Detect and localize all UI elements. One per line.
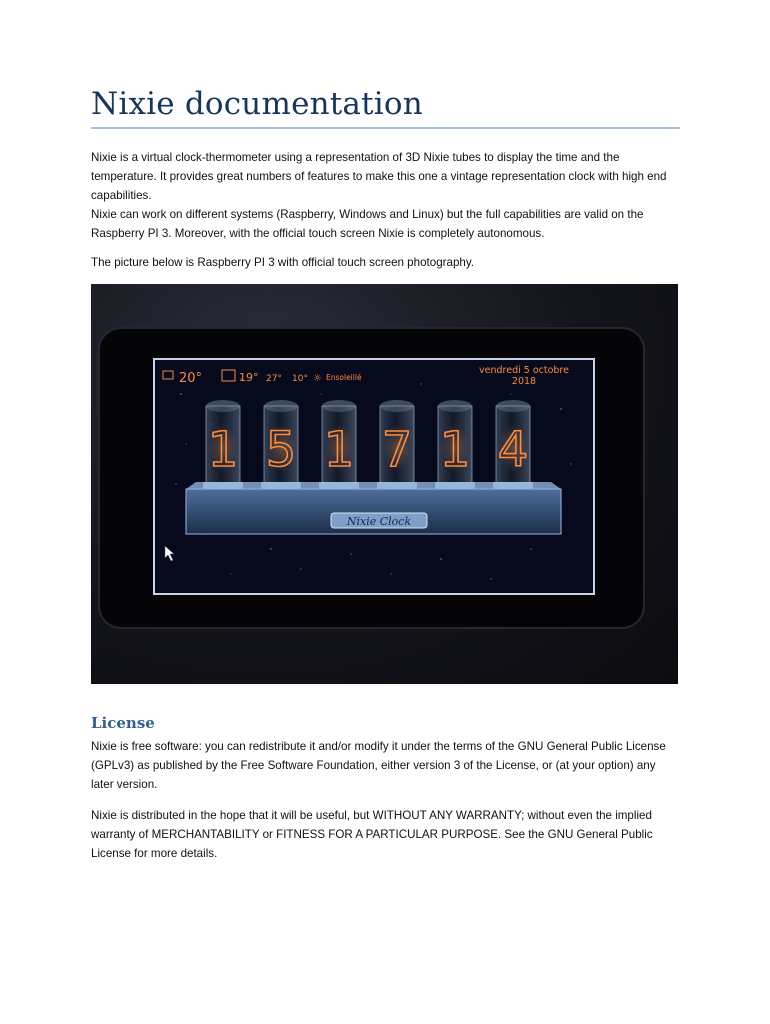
nixie-digit: 1 xyxy=(439,422,471,478)
nixie-tube xyxy=(493,400,533,492)
license-heading: License xyxy=(91,714,155,732)
status-indoor-temp: 20° xyxy=(179,371,203,386)
status-temp-b: 27° xyxy=(266,374,282,384)
nixie-digit: 5 xyxy=(265,422,297,478)
status-date-line1: vendredi 5 octobre xyxy=(479,365,569,376)
nixie-tube xyxy=(319,400,359,492)
nixie-digit: 4 xyxy=(497,422,529,478)
nixie-digit: 1 xyxy=(323,422,355,478)
nixie-clock-label: Nixie Clock xyxy=(346,515,412,528)
nixie-tube xyxy=(261,400,301,492)
status-temp-a: 19° xyxy=(239,371,259,384)
page-title: Nixie documentation xyxy=(91,86,423,122)
title-underline xyxy=(91,127,680,129)
nixie-digit: 1 xyxy=(207,422,239,478)
status-weather: Ensoleillé xyxy=(326,373,362,382)
photo-illustration xyxy=(91,284,678,684)
sun-icon: ☼ xyxy=(313,373,322,384)
license-paragraph-1: Nixie is free software: you can redistribute it and/or modify it under the terms of the GNU General Public License (GPLv3) as published by the Free Software Foundation, either version 3 of the License, or (at your option) any later version. xyxy=(91,740,666,791)
status-date-line2: 2018 xyxy=(511,376,537,387)
nixie-tube xyxy=(203,400,243,492)
intro-paragraph-2: Nixie can work on different systems (Raspberry, Windows and Linux) but the full capabilities are valid on the Raspberry PI 3. Moreover, with the official touch screen Nixie is completely autonomous. xyxy=(91,208,644,240)
nixie-digit: 7 xyxy=(381,422,413,478)
license-paragraph-2: Nixie is distributed in the hope that it will be useful, but WITHOUT ANY WARRANTY; without even the implied warranty of MERCHANTABILITY or FITNESS FOR A PARTICULAR PURPOSE. See the GNU General Public License for more details. xyxy=(91,809,653,860)
intro-paragraph-3: The picture below is Raspberry PI 3 with official touch screen photography. xyxy=(91,256,475,269)
status-temp-c: 10° xyxy=(292,374,308,384)
nixie-base xyxy=(186,482,561,534)
intro-paragraph-1: Nixie is a virtual clock-thermometer using a representation of 3D Nixie tubes to display the time and the temperature. It provides great numbers of features to make this one a vintage representation clock with high end capabilities. xyxy=(91,151,667,202)
nixie-tube xyxy=(377,400,417,492)
raspberry-pi-photo xyxy=(91,284,678,684)
nixie-tube xyxy=(435,400,475,492)
